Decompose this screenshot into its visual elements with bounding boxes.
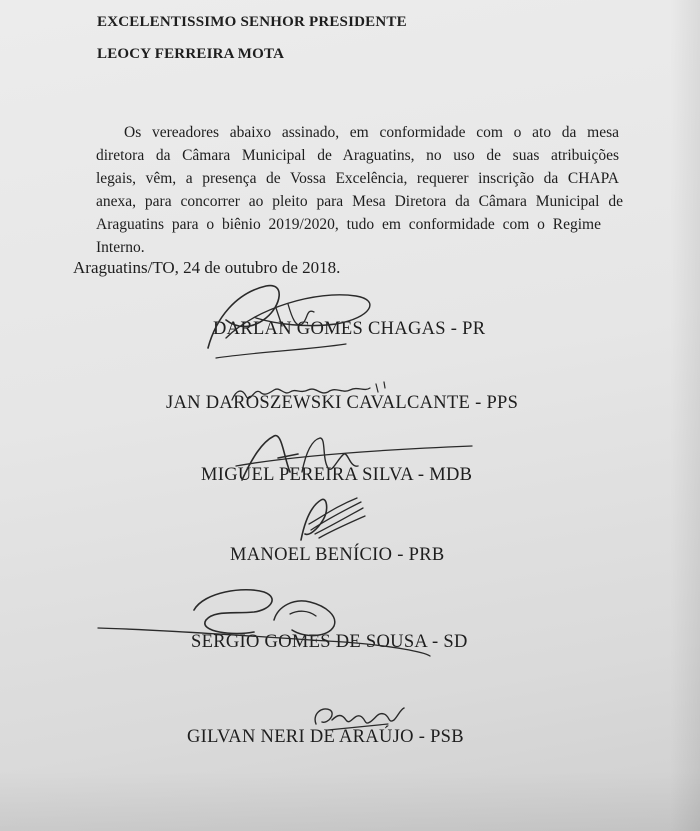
signatory-name-2: JAN DAROSZEWSKI CAVALCANTE - PPS [166, 393, 519, 413]
signatory-name-3: MIGUEL PEREIRA SILVA - MDB [201, 465, 473, 485]
place-date: Araguatins/TO, 24 de outubro de 2018. [73, 258, 341, 277]
signature-6 [308, 700, 408, 736]
page-edge-shadow [670, 0, 700, 831]
signatory-name-1: DARLAN GOMES CHAGAS - PR [213, 319, 486, 339]
signature-4 [291, 490, 376, 550]
addressee-name: LEOCY FERREIRA MOTA [97, 46, 285, 62]
signature-3 [232, 428, 482, 488]
signature-1 [196, 278, 386, 368]
signature-5 [94, 580, 434, 670]
signature-2 [228, 374, 393, 410]
signatory-name-5: SERGIO GOMES DE SOUSA - SD [191, 632, 468, 652]
body-line-2: diretora da Câmara Municipal de Araguatins, no uso de suas atribuições [96, 147, 619, 164]
body-line-1: Os vereadores abaixo assinado, em conformidade com o ato da mesa [124, 124, 619, 141]
body-line-5: Araguatins para o biênio 2019/2020, tudo em conformidade com o Regime [96, 216, 601, 233]
signatory-name-6: GILVAN NERI DE ARAÚJO - PSB [187, 727, 464, 747]
signatory-name-4: MANOEL BENÍCIO - PRB [230, 545, 445, 565]
body-line-4: anexa, para concorrer ao pleito para Mesa Diretora da Câmara Municipal de [96, 193, 623, 210]
page-bottom-shadow [0, 771, 700, 831]
addressee-title: EXCELENTISSIMO SENHOR PRESIDENTE [97, 14, 407, 30]
body-line-3: legais, vêm, a presença de Vossa Excelência, requerer inscrição da CHAPA [96, 170, 619, 187]
body-line-6: Interno. [96, 239, 145, 256]
